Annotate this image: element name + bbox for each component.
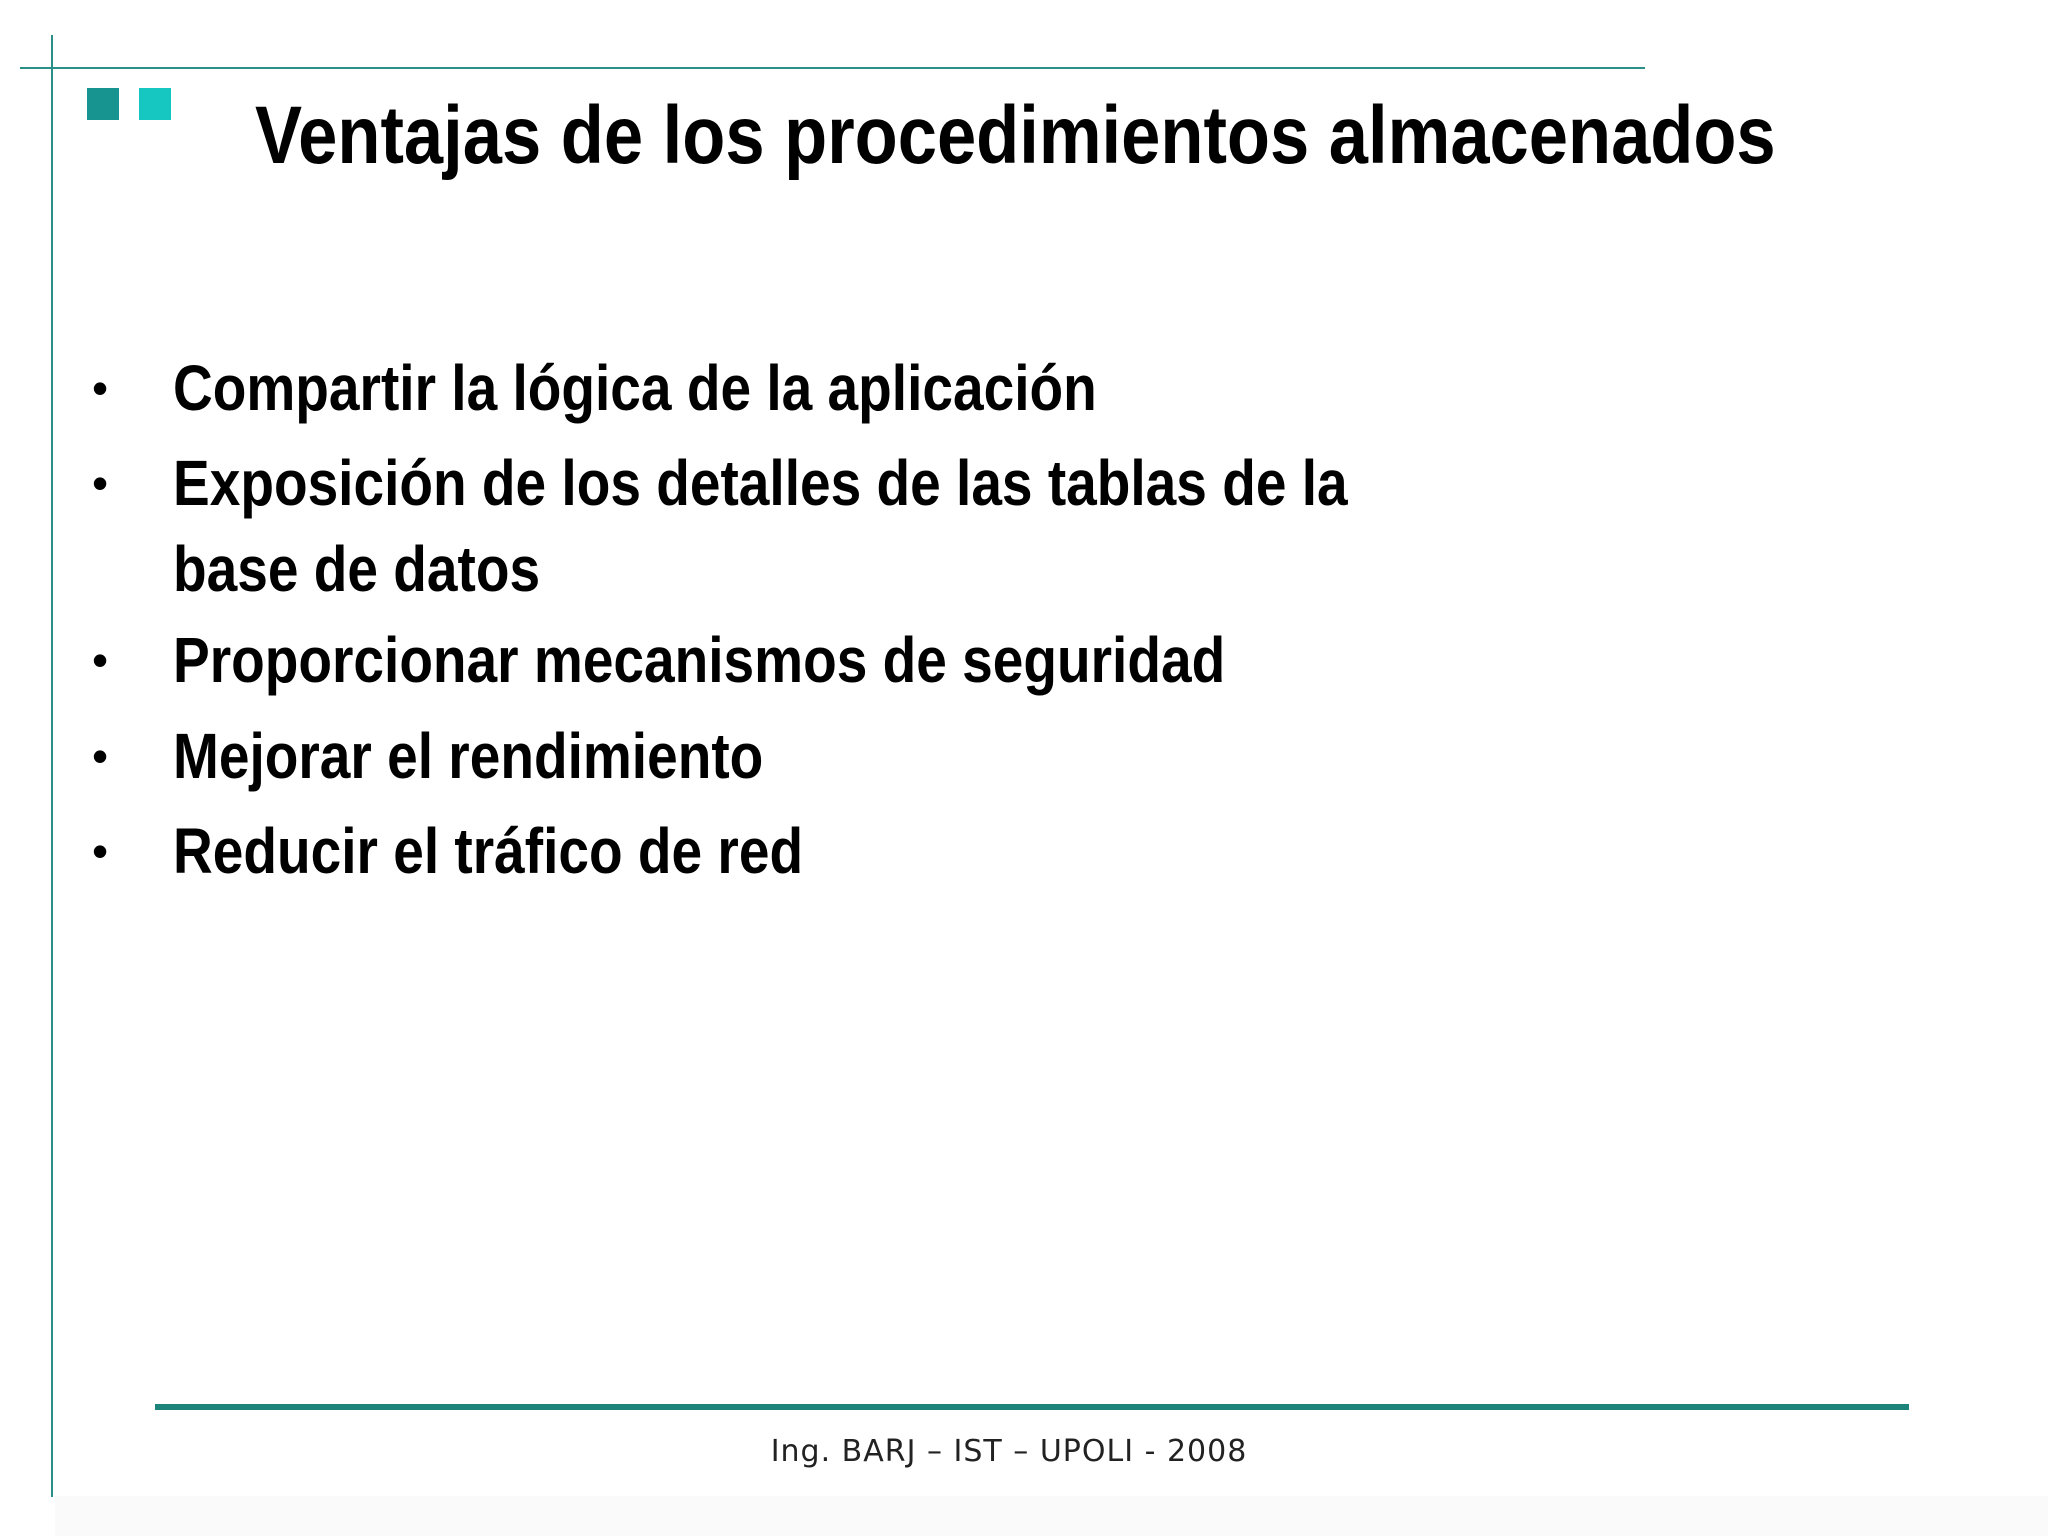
footer-text: Ing. BARJ – IST – UPOLI - 2008 — [770, 1434, 1248, 1469]
bullet-text: Compartir la lógica de la aplicación — [173, 352, 1097, 424]
bullet-text: Proporcionar mecanismos de seguridad — [173, 624, 1226, 696]
decor-square-dark — [87, 88, 119, 120]
bullet-text-continuation: base de datos — [173, 533, 541, 605]
decor-square-light — [139, 88, 171, 120]
footer-rule — [155, 1404, 1909, 1410]
bullet-marker: • — [92, 362, 109, 414]
bullet-text: Exposición de los detalles de las tablas de la — [173, 447, 1348, 519]
bottom-band — [55, 1496, 2048, 1536]
bullet-marker: • — [92, 730, 109, 782]
bullet-text: Mejorar el rendimiento — [173, 720, 764, 792]
bullet-text: Reducir el tráfico de red — [173, 815, 804, 887]
bullet-marker: • — [92, 825, 109, 877]
left-rule — [51, 35, 53, 1497]
bullet-marker: • — [92, 634, 109, 686]
bullet-marker: • — [92, 457, 109, 509]
slide-title: Ventajas de los procedimientos almacenados — [255, 90, 1776, 181]
top-rule — [20, 67, 1645, 69]
